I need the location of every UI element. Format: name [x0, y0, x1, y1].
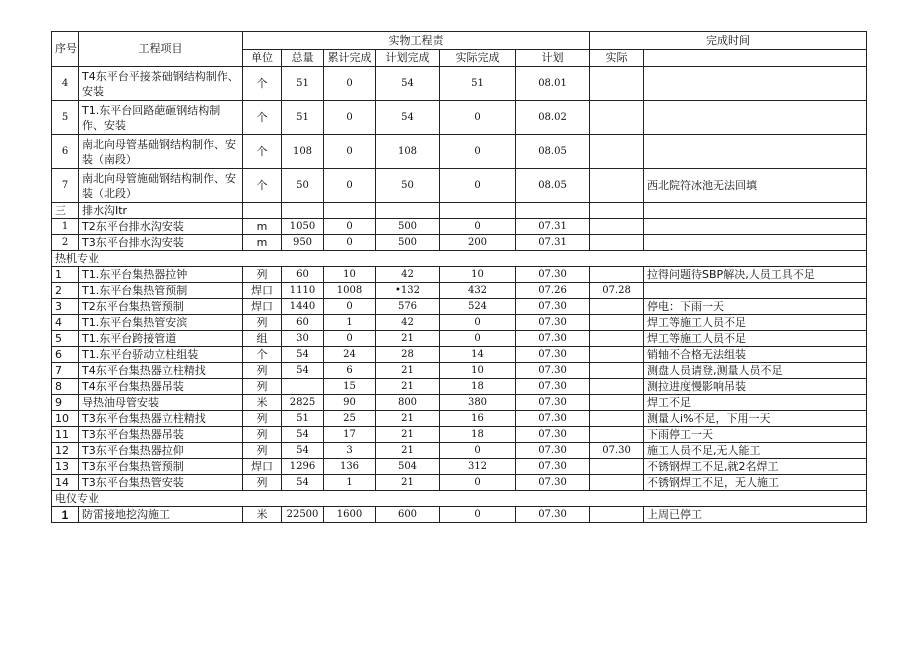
- row-actual-done: 18: [440, 379, 516, 395]
- row-planned: 54: [376, 67, 440, 101]
- row-actual-date: [590, 267, 644, 283]
- row-planned: 576: [376, 299, 440, 315]
- row-number: 5: [52, 101, 79, 135]
- row-actual-date: [590, 475, 644, 491]
- row-number: 13: [52, 459, 79, 475]
- row-actual-date: [590, 299, 644, 315]
- row-total: 54: [282, 475, 324, 491]
- row-actual-date: 07.28: [590, 283, 644, 299]
- row-cumulative: 25: [324, 411, 376, 427]
- empty-cell: [644, 203, 867, 219]
- row-unit: 列: [243, 267, 282, 283]
- row-actual-date: [590, 235, 644, 251]
- empty-cell: [282, 203, 324, 219]
- section-title: 排水沟Itr: [79, 203, 243, 219]
- row-actual-date: [590, 347, 644, 363]
- table-row: [52, 507, 867, 523]
- row-actual-date: [590, 101, 644, 135]
- row-actual-date: [590, 169, 644, 203]
- row-plan-date: 08.01: [516, 67, 590, 101]
- row-actual-done: 380: [440, 395, 516, 411]
- row-reason: [644, 101, 867, 135]
- header-actual-done: 实际完成: [440, 50, 516, 67]
- row-planned: •132: [376, 283, 440, 299]
- row-unit: 焊口: [243, 459, 282, 475]
- row-unit: 个: [243, 67, 282, 101]
- row-cumulative: 90: [324, 395, 376, 411]
- table-row: [52, 101, 867, 135]
- row-total: 51: [282, 67, 324, 101]
- row-reason: [644, 235, 867, 251]
- empty-cell: [243, 203, 282, 219]
- table-row: [52, 443, 867, 459]
- row-reason: 测盘人员请登,测量人员不足: [644, 363, 867, 379]
- row-unit: m: [243, 235, 282, 251]
- row-number: 10: [52, 411, 79, 427]
- section-title: 热机专业: [52, 251, 867, 267]
- row-project-name: T1.东平台集热管安滨: [79, 315, 243, 331]
- row-cumulative: 0: [324, 235, 376, 251]
- row-planned: 21: [376, 363, 440, 379]
- row-planned: 21: [376, 411, 440, 427]
- row-unit: 焊口: [243, 299, 282, 315]
- row-planned: 500: [376, 235, 440, 251]
- row-total: 60: [282, 315, 324, 331]
- table-row: [52, 459, 867, 475]
- row-total: 54: [282, 427, 324, 443]
- row-unit: 个: [243, 169, 282, 203]
- row-number: 5: [52, 331, 79, 347]
- row-project-name: T2东平台集热管预制: [79, 299, 243, 315]
- section-drain-row: [52, 203, 867, 219]
- row-plan-date: 08.05: [516, 135, 590, 169]
- row-actual-done: 0: [440, 101, 516, 135]
- progress-table: [51, 31, 867, 523]
- row-total: 50: [282, 169, 324, 203]
- row-number: 1: [52, 219, 79, 235]
- row-planned: 21: [376, 331, 440, 347]
- table-row: [52, 169, 867, 203]
- row-project-name: T1.东平台骄动立柱组装: [79, 347, 243, 363]
- row-plan-date: 07.31: [516, 235, 590, 251]
- row-plan-date: 07.30: [516, 363, 590, 379]
- row-plan-date: 07.30: [516, 459, 590, 475]
- row-reason: 不锈钢焊工不足,就2名焊工: [644, 459, 867, 475]
- row-unit: 米: [243, 395, 282, 411]
- row-project-name: T1.东平台跨接管道: [79, 331, 243, 347]
- row-unit: 米: [243, 507, 282, 523]
- row-project-name: T2东平台排水沟安装: [79, 219, 243, 235]
- row-number: 9: [52, 395, 79, 411]
- empty-cell: [590, 203, 644, 219]
- header-completion-time: 完成时间: [590, 32, 867, 50]
- row-project-name: T4东平台平接茶础钢结构制作、安装: [79, 67, 243, 101]
- row-actual-done: 0: [440, 135, 516, 169]
- row-plan-date: 07.30: [516, 507, 590, 523]
- row-number: 1: [52, 267, 79, 283]
- row-planned: 600: [376, 507, 440, 523]
- row-cumulative: 1: [324, 475, 376, 491]
- row-total: 950: [282, 235, 324, 251]
- row-unit: 列: [243, 363, 282, 379]
- row-reason: 焊工不足: [644, 395, 867, 411]
- row-total: 54: [282, 443, 324, 459]
- header-plan: 计划: [516, 50, 590, 67]
- row-actual-done: 0: [440, 443, 516, 459]
- row-unit: 列: [243, 315, 282, 331]
- row-plan-date: 08.05: [516, 169, 590, 203]
- table-row: [52, 299, 867, 315]
- row-unit: 组: [243, 331, 282, 347]
- table-row: [52, 427, 867, 443]
- row-plan-date: 07.30: [516, 395, 590, 411]
- row-actual-done: 312: [440, 459, 516, 475]
- row-number: 4: [52, 315, 79, 331]
- table-row: [52, 135, 867, 169]
- row-cumulative: 0: [324, 101, 376, 135]
- row-cumulative: 6: [324, 363, 376, 379]
- row-project-name: T3东平台集热器吊装: [79, 427, 243, 443]
- row-reason: 销轴不合格无法组装: [644, 347, 867, 363]
- row-planned: 21: [376, 427, 440, 443]
- row-total: 54: [282, 347, 324, 363]
- empty-cell: [376, 203, 440, 219]
- row-unit: 列: [243, 475, 282, 491]
- row-planned: 21: [376, 443, 440, 459]
- table-row: [52, 379, 867, 395]
- row-actual-done: 524: [440, 299, 516, 315]
- row-actual-done: 0: [440, 331, 516, 347]
- header-actual: 实际: [590, 50, 644, 67]
- row-actual-date: 07.30: [590, 443, 644, 459]
- row-cumulative: 1008: [324, 283, 376, 299]
- row-planned: 800: [376, 395, 440, 411]
- row-reason: 焊工等施工人员不足: [644, 331, 867, 347]
- row-plan-date: 07.30: [516, 411, 590, 427]
- row-actual-date: [590, 411, 644, 427]
- row-number: 11: [52, 427, 79, 443]
- row-plan-date: 07.30: [516, 331, 590, 347]
- row-total: 30: [282, 331, 324, 347]
- row-planned: 504: [376, 459, 440, 475]
- row-number: 6: [52, 347, 79, 363]
- table-row: [52, 347, 867, 363]
- row-project-name: T3东平台集热器立柱精找: [79, 411, 243, 427]
- row-total: 2825: [282, 395, 324, 411]
- row-actual-date: [590, 507, 644, 523]
- table-row: [52, 283, 867, 299]
- row-planned: 54: [376, 101, 440, 135]
- row-actual-date: [590, 395, 644, 411]
- row-project-name: 防雷接地挖沟施工: [79, 507, 243, 523]
- row-actual-date: [590, 219, 644, 235]
- row-actual-done: 10: [440, 363, 516, 379]
- row-actual-date: [590, 363, 644, 379]
- row-cumulative: 15: [324, 379, 376, 395]
- row-cumulative: 3: [324, 443, 376, 459]
- row-total: [282, 379, 324, 395]
- row-reason: 停电：下雨一天: [644, 299, 867, 315]
- row-reason: 施工人员不足,无人能工: [644, 443, 867, 459]
- row-actual-done: 0: [440, 169, 516, 203]
- row-project-name: 南北向母管基础钢结构制作、安装（南段）: [79, 135, 243, 169]
- row-project-name: T1.东平台集热器拉钟: [79, 267, 243, 283]
- row-total: 22500: [282, 507, 324, 523]
- header-unit: 单位: [243, 50, 282, 67]
- row-total: 51: [282, 101, 324, 135]
- header-row: [52, 32, 867, 50]
- row-actual-date: [590, 315, 644, 331]
- row-project-name: T3东平台排水沟安装: [79, 235, 243, 251]
- section-number: 三: [52, 203, 79, 219]
- row-number: 8: [52, 379, 79, 395]
- row-project-name: T3东平台集热管预制: [79, 459, 243, 475]
- header-physical: 实物工程责: [243, 32, 590, 50]
- row-reason: 拉得问题待SBP解决,人员工具不足: [644, 267, 867, 283]
- row-actual-done: 0: [440, 219, 516, 235]
- row-plan-date: 07.31: [516, 219, 590, 235]
- row-actual-date: [590, 67, 644, 101]
- row-number: 14: [52, 475, 79, 491]
- header-project: 工程项目: [79, 32, 243, 67]
- empty-cell: [440, 203, 516, 219]
- row-actual-date: [590, 379, 644, 395]
- row-actual-done: 200: [440, 235, 516, 251]
- table-row: [52, 67, 867, 101]
- table-row: [52, 363, 867, 379]
- row-number: 4: [52, 67, 79, 101]
- row-plan-date: 07.30: [516, 299, 590, 315]
- header-planned: 计划完成: [376, 50, 440, 67]
- row-project-name: T4东平台集热器吊装: [79, 379, 243, 395]
- row-plan-date: 08.02: [516, 101, 590, 135]
- row-reason: [644, 135, 867, 169]
- row-actual-date: [590, 331, 644, 347]
- header-cumulative: 累计完成: [324, 50, 376, 67]
- row-unit: 列: [243, 427, 282, 443]
- row-actual-done: 0: [440, 315, 516, 331]
- row-cumulative: 1: [324, 315, 376, 331]
- row-reason: 测量人i%不足，下用一天: [644, 411, 867, 427]
- row-unit: 列: [243, 411, 282, 427]
- row-total: 51: [282, 411, 324, 427]
- row-actual-done: 14: [440, 347, 516, 363]
- row-project-name: 导热油母管安装: [79, 395, 243, 411]
- header-seq: 序号: [52, 32, 79, 67]
- row-project-name: T1.东平台集热管预制: [79, 283, 243, 299]
- row-number: 1: [52, 507, 79, 523]
- row-actual-done: 18: [440, 427, 516, 443]
- row-planned: 42: [376, 267, 440, 283]
- row-actual-date: [590, 427, 644, 443]
- row-actual-done: 51: [440, 67, 516, 101]
- row-planned: 50: [376, 169, 440, 203]
- section-title: 电仪专业: [52, 491, 867, 507]
- row-cumulative: 17: [324, 427, 376, 443]
- row-reason: [644, 67, 867, 101]
- row-unit: 焊口: [243, 283, 282, 299]
- row-number: 6: [52, 135, 79, 169]
- section-electric-row: [52, 491, 867, 507]
- row-project-name: T4东平台集热器立柱精找: [79, 363, 243, 379]
- row-cumulative: 0: [324, 169, 376, 203]
- row-plan-date: 07.30: [516, 475, 590, 491]
- row-reason: 下雨停工一天: [644, 427, 867, 443]
- row-total: 54: [282, 363, 324, 379]
- row-planned: 500: [376, 219, 440, 235]
- row-plan-date: 07.30: [516, 347, 590, 363]
- row-number: 2: [52, 283, 79, 299]
- row-cumulative: 0: [324, 331, 376, 347]
- row-unit: 列: [243, 379, 282, 395]
- row-cumulative: 0: [324, 219, 376, 235]
- table-row: [52, 235, 867, 251]
- row-actual-done: 10: [440, 267, 516, 283]
- row-cumulative: 24: [324, 347, 376, 363]
- row-total: 1050: [282, 219, 324, 235]
- row-project-name: 南北向母管施础钢结构制作、安装（北段）: [79, 169, 243, 203]
- row-cumulative: 136: [324, 459, 376, 475]
- row-actual-done: 0: [440, 475, 516, 491]
- row-cumulative: 0: [324, 135, 376, 169]
- row-actual-date: [590, 135, 644, 169]
- row-total: 1110: [282, 283, 324, 299]
- row-planned: 21: [376, 475, 440, 491]
- table-row: [52, 315, 867, 331]
- row-project-name: T3东平台集热管安装: [79, 475, 243, 491]
- row-cumulative: 1600: [324, 507, 376, 523]
- table-row: [52, 395, 867, 411]
- row-reason: 焊工等施工人员不足: [644, 315, 867, 331]
- row-cumulative: 0: [324, 67, 376, 101]
- row-cumulative: 10: [324, 267, 376, 283]
- row-plan-date: 07.26: [516, 283, 590, 299]
- row-unit: 个: [243, 135, 282, 169]
- empty-cell: [516, 203, 590, 219]
- row-number: 2: [52, 235, 79, 251]
- row-number: 7: [52, 363, 79, 379]
- empty-cell: [324, 203, 376, 219]
- row-plan-date: 07.30: [516, 427, 590, 443]
- row-project-name: T1.东平台回路葩砸钢结构制作、安装: [79, 101, 243, 135]
- row-project-name: T3东平台集热器拉仰: [79, 443, 243, 459]
- section-thermal-row: [52, 251, 867, 267]
- row-unit: 个: [243, 101, 282, 135]
- row-unit: 个: [243, 347, 282, 363]
- row-plan-date: 07.30: [516, 315, 590, 331]
- row-total: 60: [282, 267, 324, 283]
- row-number: 3: [52, 299, 79, 315]
- row-planned: 28: [376, 347, 440, 363]
- row-number: 7: [52, 169, 79, 203]
- row-actual-date: [590, 459, 644, 475]
- row-reason: 测拉进度慢影响吊装: [644, 379, 867, 395]
- row-plan-date: 07.30: [516, 379, 590, 395]
- row-cumulative: 0: [324, 299, 376, 315]
- row-planned: 42: [376, 315, 440, 331]
- row-unit: m: [243, 219, 282, 235]
- row-reason: [644, 219, 867, 235]
- table-row: [52, 331, 867, 347]
- row-plan-date: 07.30: [516, 267, 590, 283]
- row-total: 108: [282, 135, 324, 169]
- table-row: [52, 219, 867, 235]
- row-planned: 108: [376, 135, 440, 169]
- table-row: [52, 475, 867, 491]
- row-unit: 列: [243, 443, 282, 459]
- header-total: 总量: [282, 50, 324, 67]
- row-reason: 不锈钢焊工不足，无人施工: [644, 475, 867, 491]
- row-number: 12: [52, 443, 79, 459]
- row-planned: 21: [376, 379, 440, 395]
- row-reason: [644, 283, 867, 299]
- row-actual-done: 432: [440, 283, 516, 299]
- table-row: [52, 267, 867, 283]
- row-reason: 西北院符冰池无法回填: [644, 169, 867, 203]
- table-row: [52, 411, 867, 427]
- row-actual-done: 0: [440, 507, 516, 523]
- row-total: 1296: [282, 459, 324, 475]
- row-total: 1440: [282, 299, 324, 315]
- row-reason: 上周已停工: [644, 507, 867, 523]
- row-actual-done: 16: [440, 411, 516, 427]
- row-plan-date: 07.30: [516, 443, 590, 459]
